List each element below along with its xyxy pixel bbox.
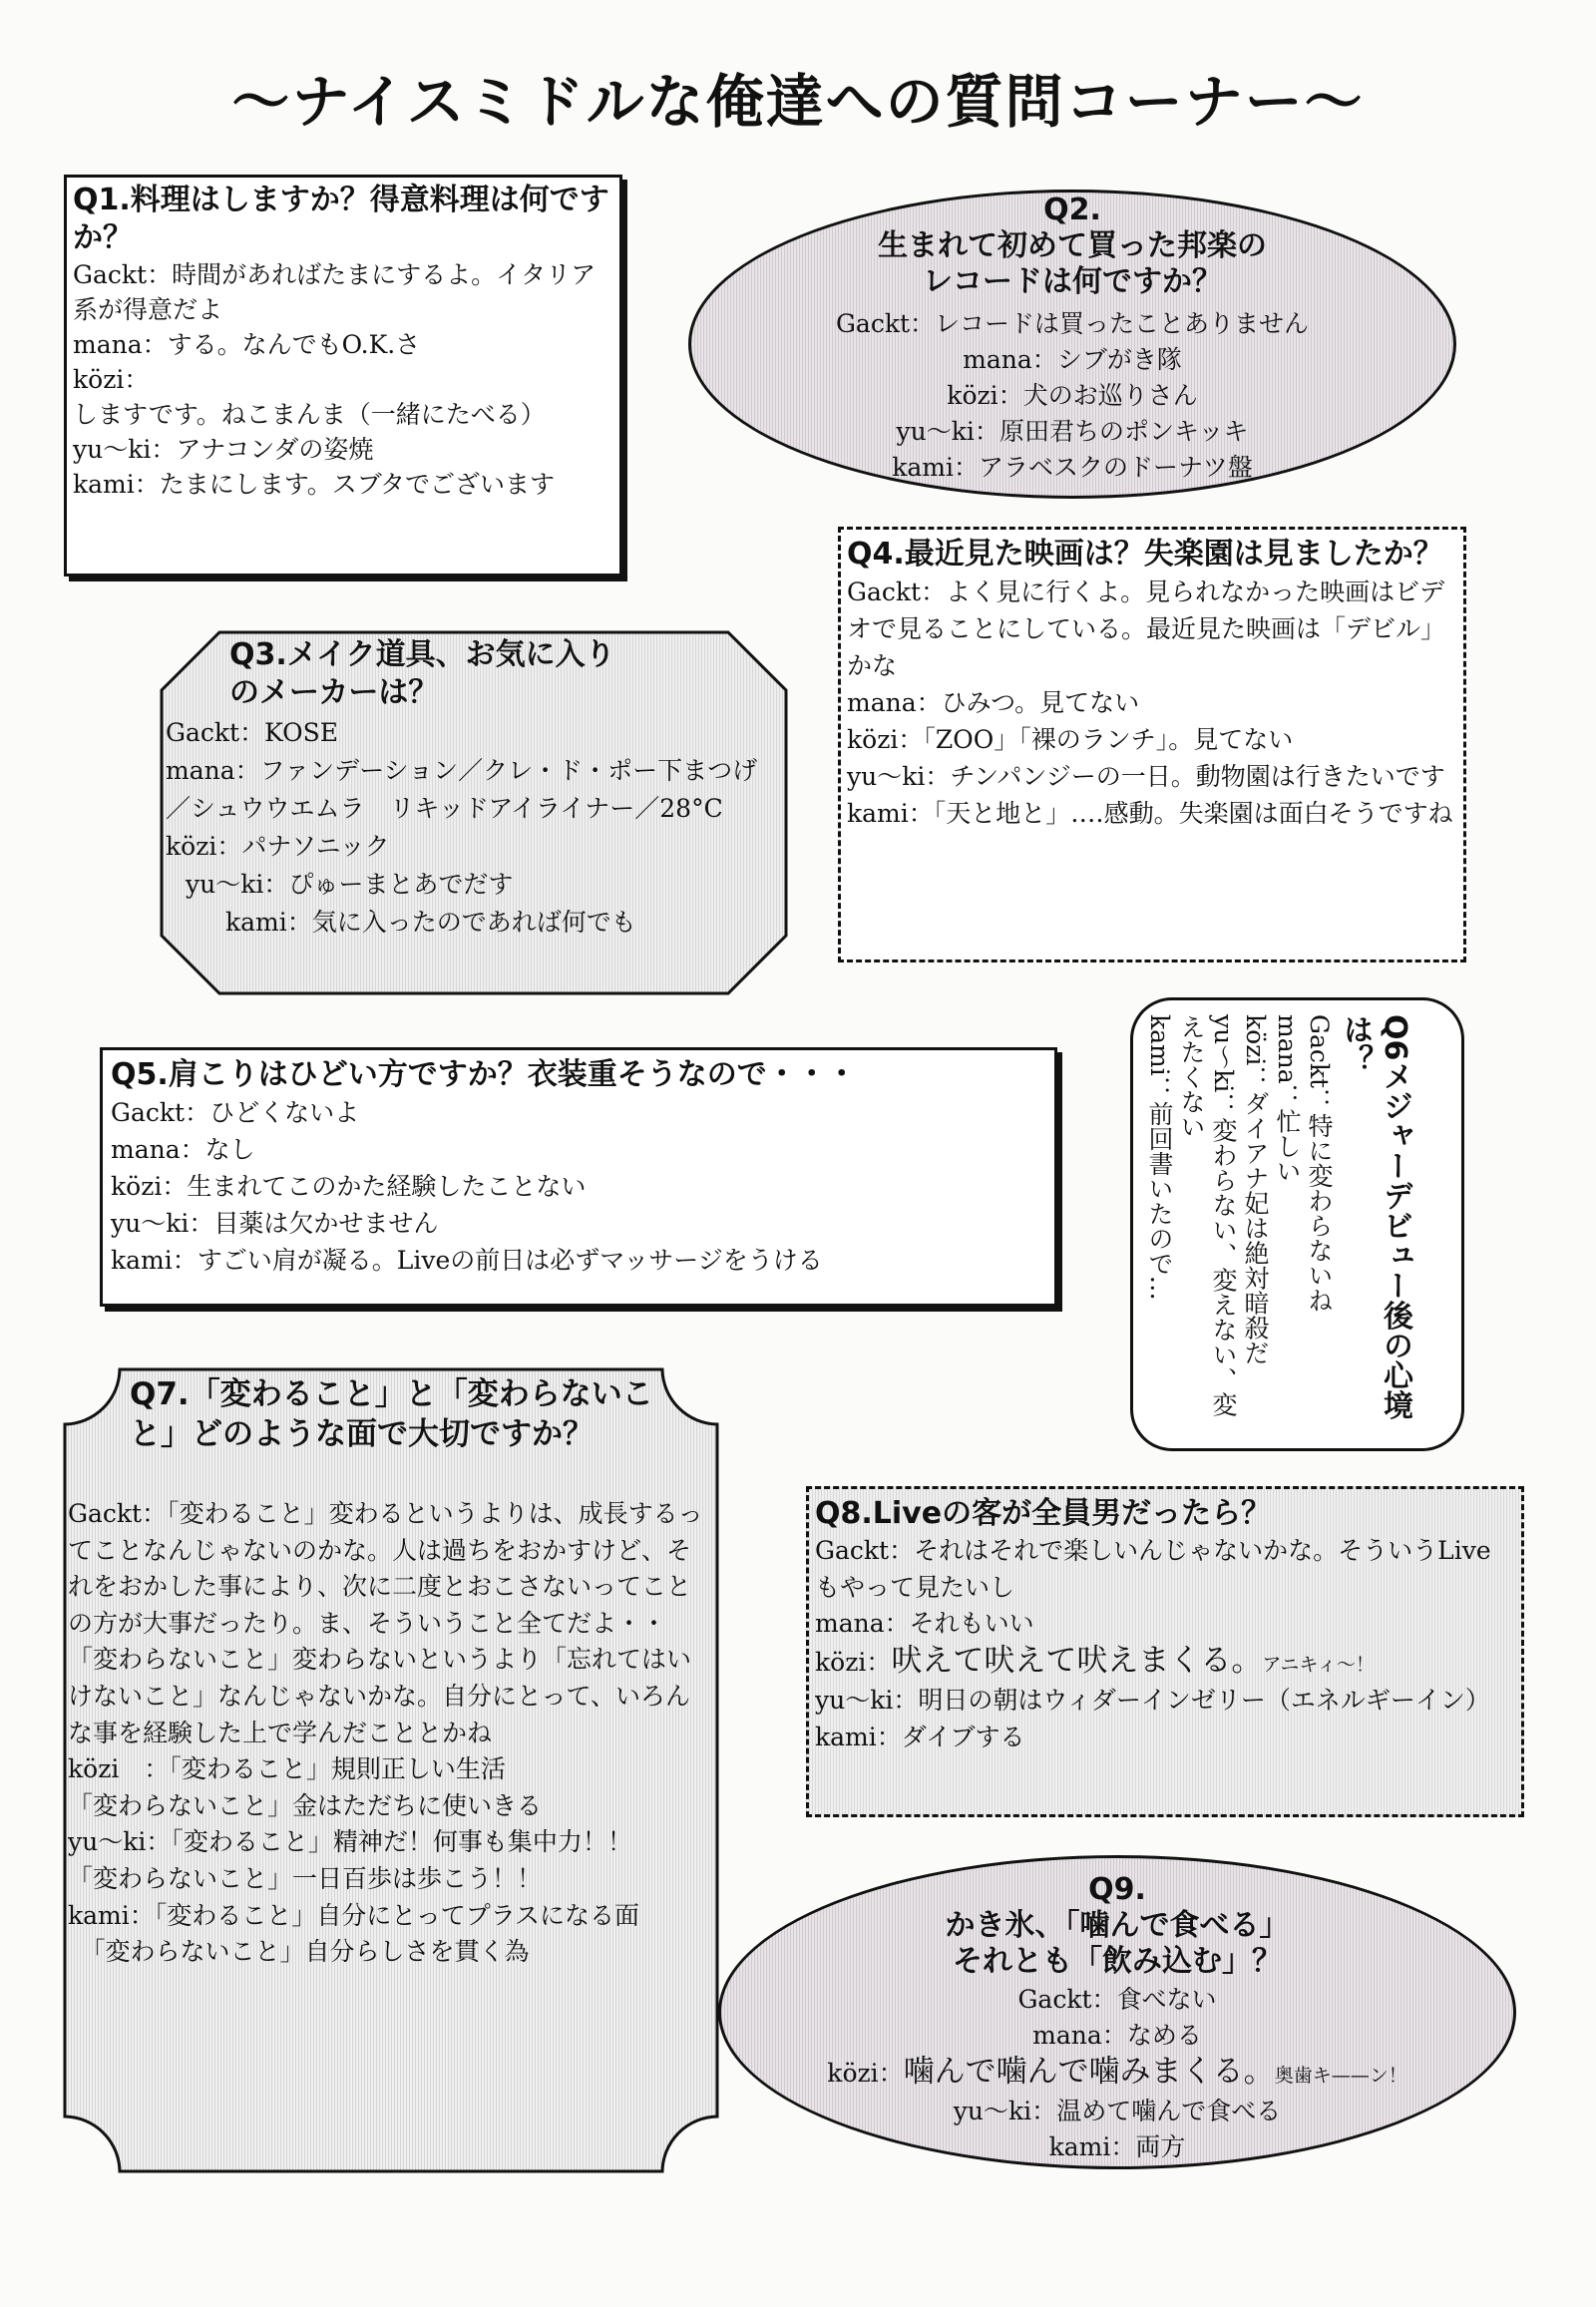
question-box-q4 bbox=[838, 527, 1466, 962]
answer-text: すごい肩が凝る。Liveの前日は必ずマッサージをうける bbox=[197, 1246, 823, 1275]
answer-text: 気に入ったのであれば何でも bbox=[311, 908, 636, 937]
answer-text: 変わらない、変えない、変えたくない bbox=[1177, 1014, 1238, 1417]
member-name: yu〜ki bbox=[953, 2097, 1032, 2125]
answer-row: Gackt：ひどくないよ bbox=[111, 1098, 360, 1127]
answer-row: közi：ダイアナ妃は絶対暗殺だ bbox=[1241, 1014, 1270, 1365]
member-name: közi bbox=[1241, 1014, 1270, 1066]
answer-row: közi：犬のお巡りさん bbox=[947, 381, 1198, 410]
member-name: kami bbox=[1145, 1014, 1174, 1076]
question-q2-line3: レコードは何ですか？ bbox=[923, 264, 1222, 299]
member-name: Gackt bbox=[73, 260, 148, 289]
question-q3-line2: のメーカーは？ bbox=[229, 675, 439, 710]
member-name: yu〜ki bbox=[847, 762, 926, 791]
answer-row bbox=[68, 1642, 714, 1751]
answer-text: しますです。ねこまんま（一緒にたべる） bbox=[73, 400, 546, 429]
answer-row bbox=[68, 1934, 714, 1971]
member-name: yu〜ki bbox=[186, 870, 264, 899]
answer-row: kami：両方 bbox=[1048, 2132, 1186, 2161]
member-name: közi bbox=[815, 1647, 867, 1677]
answer-row: mana：忙しい bbox=[1273, 1014, 1302, 1184]
question-box-q2 bbox=[688, 190, 1456, 499]
answer-row: yu〜ki：チンパンジーの一日。動物園は行きたいです bbox=[847, 762, 1445, 791]
answer-row: yu〜ki：原田君ちのポンキッキ bbox=[896, 417, 1249, 446]
answer-aside: アニキィ〜！ bbox=[1262, 1653, 1375, 1676]
member-name: yu〜ki bbox=[68, 1827, 147, 1857]
answers-q5 bbox=[111, 1094, 1046, 1279]
member-name: yu〜ki bbox=[896, 417, 975, 446]
member-name: Gackt bbox=[166, 718, 240, 747]
question-box-q7 bbox=[62, 1366, 720, 2174]
answer-row: mana：シブがき隊 bbox=[963, 345, 1182, 374]
question-q3-line1: Q3.メイク道具、お気に入り bbox=[229, 637, 615, 672]
answers-q1 bbox=[73, 257, 613, 502]
answer-row: kami：「変わること」自分にとってプラスになる面 bbox=[68, 1900, 640, 1930]
member-name: mana bbox=[1273, 1014, 1302, 1084]
answer-text: 前回書いたので… bbox=[1145, 1100, 1174, 1301]
answer-text: ひみつ。見てない bbox=[941, 688, 1140, 717]
member-name: mana bbox=[815, 1609, 885, 1638]
answer-text: 「変わること」自分にとってプラスになる面 bbox=[154, 1900, 640, 1930]
answer-text: なめる bbox=[1126, 2021, 1202, 2050]
answer-row: Gackt：レコードは買ったことありません bbox=[835, 309, 1310, 338]
answer-row bbox=[68, 1861, 714, 1898]
answer-row: Gackt：時間があればたまにするよ。イタリア系が得意だよ bbox=[73, 260, 597, 324]
member-name: kami bbox=[815, 1722, 877, 1751]
answer-text: チンパンジーの一日。動物園は行きたいです bbox=[950, 762, 1445, 791]
question-q1: Q1.料理はしますか？得意料理は何ですか？ bbox=[73, 183, 609, 255]
answer-text: 「変わらないこと」自分らしさを貫く為 bbox=[68, 1937, 530, 1967]
answer-text: アナコンダの姿焼 bbox=[176, 435, 374, 464]
answer-text: パナソニック bbox=[241, 832, 390, 861]
answer-text: 生まれてこのかた経験したことない bbox=[187, 1172, 587, 1201]
question-box-q6 bbox=[1130, 997, 1464, 1451]
answer-row: Gackt：特に変わらないね bbox=[1305, 1014, 1334, 1314]
answer-row: kami：前回書いたので… bbox=[1145, 1014, 1174, 1301]
answer-text: 「変わること」精神だ！何事も集中力！！ bbox=[171, 1827, 632, 1857]
answer-row: közi：パナソニック bbox=[166, 832, 390, 861]
answer-text: なし bbox=[204, 1135, 255, 1164]
answer-row: yu〜ki：「変わること」精神だ！何事も集中力！！ bbox=[68, 1827, 632, 1857]
answer-text: ファンデーション／クレ・ド・ポー下まつげ／シュウウエムラ リキッドアイライナー／28°C bbox=[166, 756, 758, 823]
answer-text: レコードは買ったことありません bbox=[935, 309, 1310, 338]
answer-text: 原田君ちのポンキッキ bbox=[998, 417, 1249, 446]
answer-row: Gackt：「変わること」変わるというよりは、成長するってことなんじゃないのかな。人は過ちをおかすけど、それをおかした事により、次に二度とおこさないってことの方が大事だったり。ま、そういうこと全てだよ・・ bbox=[68, 1499, 703, 1638]
answers-q4 bbox=[847, 574, 1457, 832]
answer-row: kami：アラベスクのドーナツ盤 bbox=[892, 453, 1253, 482]
page-title: 〜ナイスミドルな俺達への質問コーナー〜 bbox=[231, 68, 1365, 136]
answer-row: mana：それもいい bbox=[815, 1609, 1034, 1638]
answer-row: yu〜ki：変わらない、変えない、変えたくない bbox=[1177, 1014, 1238, 1417]
answers-q3 bbox=[166, 714, 782, 942]
answer-row: közi：生まれてこのかた経験したことない bbox=[111, 1172, 587, 1201]
member-name: mana bbox=[1032, 2021, 1102, 2050]
answer-row: yu〜ki：温めて噛んで食べる bbox=[953, 2097, 1282, 2125]
question-q9 bbox=[721, 1872, 1513, 1980]
question-q6: Q6メジャーデビュー後の心境は？ bbox=[1338, 1014, 1412, 1420]
member-name: közi bbox=[73, 365, 125, 394]
member-name: yu〜ki bbox=[815, 1686, 894, 1715]
answer-row: yu〜ki：明日の朝はウィダーインゼリー（エネルギーイン） bbox=[815, 1686, 1490, 1715]
member-name: Gackt bbox=[1305, 1014, 1334, 1089]
answer-row: kami：「天と地と」‥‥感動。失楽園は面白そうですね bbox=[847, 799, 1453, 828]
answer-text: アラベスクのドーナツ盤 bbox=[979, 453, 1253, 482]
answer-text: 犬のお巡りさん bbox=[1022, 381, 1198, 410]
answer-text: ダイアナ妃は絶対暗殺だ bbox=[1241, 1090, 1270, 1365]
member-name: Gackt bbox=[1017, 1985, 1092, 2014]
member-name: kami bbox=[68, 1900, 130, 1930]
question-q9-line2: かき氷、「噛んで食べる」 bbox=[945, 1908, 1290, 1943]
answer-row: mana：する。なんでもO.K.さ bbox=[73, 330, 421, 359]
answer-row: mana：ひみつ。見てない bbox=[847, 688, 1140, 717]
member-name: Gackt bbox=[111, 1098, 186, 1127]
answer-text: 温めて噛んで食べる bbox=[1056, 2097, 1282, 2125]
answers-q9 bbox=[721, 1982, 1513, 2165]
member-name: mana bbox=[111, 1135, 181, 1164]
question-q5: Q5.肩こりはひどい方ですか？衣装重そうなので・・・ bbox=[111, 1057, 857, 1092]
answer-row: yu〜ki：目薬は欠かせません bbox=[111, 1209, 439, 1238]
answer-text: 特に変わらないね bbox=[1305, 1113, 1334, 1314]
answers-q8 bbox=[815, 1533, 1515, 1755]
member-name: Gackt bbox=[835, 309, 911, 338]
member-name: mana bbox=[963, 345, 1032, 374]
member-name: yu〜ki bbox=[73, 435, 152, 464]
answer-row: Gackt：食べない bbox=[1017, 1985, 1217, 2014]
member-name: közi bbox=[847, 725, 899, 754]
answer-text: 時間があればたまにするよ。イタリア系が得意だよ bbox=[73, 260, 597, 324]
member-name: kami bbox=[892, 453, 954, 482]
answer-text: 「変わらないこと」一日百歩は歩こう！！ bbox=[68, 1863, 543, 1893]
question-q3 bbox=[229, 636, 615, 712]
answer-text: する。なんでもO.K.さ bbox=[167, 330, 421, 359]
answer-row: yu〜ki：ぴゅーまとあでだす bbox=[186, 870, 514, 899]
member-name: mana bbox=[847, 688, 917, 717]
answer-row: közi：吠えて吠えて吠えまくる。アニキィ〜！ bbox=[815, 1642, 1375, 1679]
answer-text: よく見に行くよ。見られなかった映画はビデオで見ることにしている。最近見た映画は「デビル」かな bbox=[847, 577, 1446, 680]
answer-row: közi：しますです。ねこまんま（一緒にたべる） bbox=[73, 365, 546, 429]
answer-text: 「天と地と」‥‥感動。失楽園は面白そうですね bbox=[933, 799, 1453, 828]
member-name: közi bbox=[947, 381, 998, 410]
answer-row: kami：気に入ったのであれば何でも bbox=[225, 908, 636, 937]
answer-text: 「変わること」変わるというよりは、成長するってことなんじゃないのかな。人は過ちをおかすけど、それをおかした事により、次に二度とおこさないってことの方が大事だったり。ま、そういうこと全てだよ・・ bbox=[68, 1499, 703, 1638]
answer-aside: 奥歯キ——ン！ bbox=[1274, 2065, 1407, 2087]
question-box-q9 bbox=[718, 1855, 1516, 2169]
member-name: kami bbox=[1048, 2132, 1111, 2161]
question-q9-line3: それとも「飲み込む」？ bbox=[953, 1944, 1282, 1979]
answer-row bbox=[68, 1788, 714, 1825]
vertical-text-q6 bbox=[1143, 1014, 1414, 1433]
member-name: mana bbox=[166, 756, 235, 785]
member-name: közi bbox=[68, 1754, 120, 1784]
question-q2 bbox=[691, 192, 1453, 300]
answer-text: それもいい bbox=[909, 1609, 1034, 1638]
member-name: kami bbox=[225, 908, 287, 937]
answer-row: mana：なめる bbox=[1032, 2021, 1202, 2050]
member-name: Gackt bbox=[815, 1536, 890, 1565]
answer-text: 忙しい bbox=[1273, 1108, 1302, 1184]
answer-row: kami：すごい肩が凝る。Liveの前日は必ずマッサージをうける bbox=[111, 1246, 823, 1275]
question-q8: Q8.Liveの客が全員男だったら？ bbox=[815, 1496, 1272, 1531]
member-name: közi bbox=[827, 2059, 879, 2088]
answer-text: ひどくないよ bbox=[209, 1098, 360, 1127]
question-box-q3 bbox=[160, 630, 788, 995]
question-q9-line1: Q9. bbox=[1088, 1872, 1146, 1907]
question-box-q5 bbox=[100, 1047, 1057, 1307]
answer-text: ダイブする bbox=[901, 1722, 1025, 1751]
answer-row: Gackt：それはそれで楽しいんじゃないかな。そういうLiveもやって見たいし bbox=[815, 1536, 1491, 1602]
answer-row: kami：たまにします。スブタでございます bbox=[73, 470, 556, 499]
member-name: Gackt bbox=[68, 1499, 143, 1528]
answer-text: 「ZOO」「裸のランチ」。見てない bbox=[923, 725, 1294, 754]
answer-text: 吠えて吠えて吠えまくる。 bbox=[891, 1642, 1263, 1679]
answer-row: mana：なし bbox=[111, 1135, 255, 1164]
answer-row: Gackt：よく見に行くよ。見られなかった映画はビデオで見ることにしている。最近見た映画は「デビル」かな bbox=[847, 577, 1446, 680]
answer-row: közi ：「変わること」規則正しい生活 bbox=[68, 1754, 506, 1784]
answer-text: 噛んで噛んで噛みまくる。 bbox=[903, 2054, 1275, 2090]
question-box-q8 bbox=[806, 1486, 1524, 1817]
answer-text: 食べない bbox=[1116, 1985, 1217, 2014]
answer-row: közi：「ZOO」「裸のランチ」。見てない bbox=[847, 725, 1294, 754]
answer-text: 「変わらないこと」変わらないというより「忘れてはいけないこと」なんじゃないかな。自分にとって、いろんな事を経験した上で学んだこととかね bbox=[68, 1645, 692, 1747]
member-name: kami bbox=[111, 1246, 173, 1275]
answer-text: 「変わらないこと」金はただちに使いきる bbox=[68, 1790, 543, 1820]
member-name: Gackt bbox=[847, 577, 922, 606]
member-name: yu〜ki bbox=[1209, 1014, 1238, 1093]
member-name: yu〜ki bbox=[111, 1209, 190, 1238]
answer-text: 目薬は欠かせません bbox=[213, 1209, 439, 1238]
answer-text: KOSE bbox=[264, 718, 338, 747]
question-q4: Q4.最近見た映画は？失楽園は見ましたか？ bbox=[847, 537, 1443, 572]
answer-text: 両方 bbox=[1135, 2132, 1186, 2161]
member-name: mana bbox=[73, 330, 143, 359]
answer-row: kami：ダイブする bbox=[815, 1722, 1025, 1751]
answer-text: それはそれで楽しいんじゃないかな。そういうLiveもやって見たいし bbox=[815, 1536, 1491, 1602]
answer-text: シブがき隊 bbox=[1056, 345, 1182, 374]
member-name: közi bbox=[111, 1172, 163, 1201]
question-box-q1 bbox=[64, 175, 622, 577]
answer-row: Gackt：KOSE bbox=[166, 718, 338, 747]
member-name: kami bbox=[73, 470, 135, 499]
answer-row: közi：噛んで噛んで噛みまくる。奥歯キ——ン！ bbox=[827, 2054, 1407, 2090]
question-q2-line1: Q2. bbox=[1043, 192, 1101, 227]
answer-text: 「変わること」規則正しい生活 bbox=[169, 1754, 506, 1784]
question-q7: Q7.「変わること」と「変わらないこと」どのような面で大切ですか？ bbox=[130, 1376, 653, 1452]
member-name: közi bbox=[166, 832, 217, 861]
answers-q2 bbox=[691, 306, 1453, 486]
question-q2-line2: 生まれて初めて買った邦楽の bbox=[878, 228, 1267, 263]
answer-row: mana：ファンデーション／クレ・ド・ポー下まつげ／シュウウエムラ リキッドアイライナー／28°C bbox=[166, 756, 758, 823]
member-name: kami bbox=[847, 799, 909, 828]
answer-row: yu〜ki：アナコンダの姿焼 bbox=[73, 435, 374, 464]
answer-text: たまにします。スブタでございます bbox=[159, 470, 556, 499]
answers-q7 bbox=[68, 1496, 714, 1971]
answer-text: ぴゅーまとあでだす bbox=[288, 870, 514, 899]
answer-text: 明日の朝はウィダーインゼリー（エネルギーイン） bbox=[918, 1686, 1490, 1715]
